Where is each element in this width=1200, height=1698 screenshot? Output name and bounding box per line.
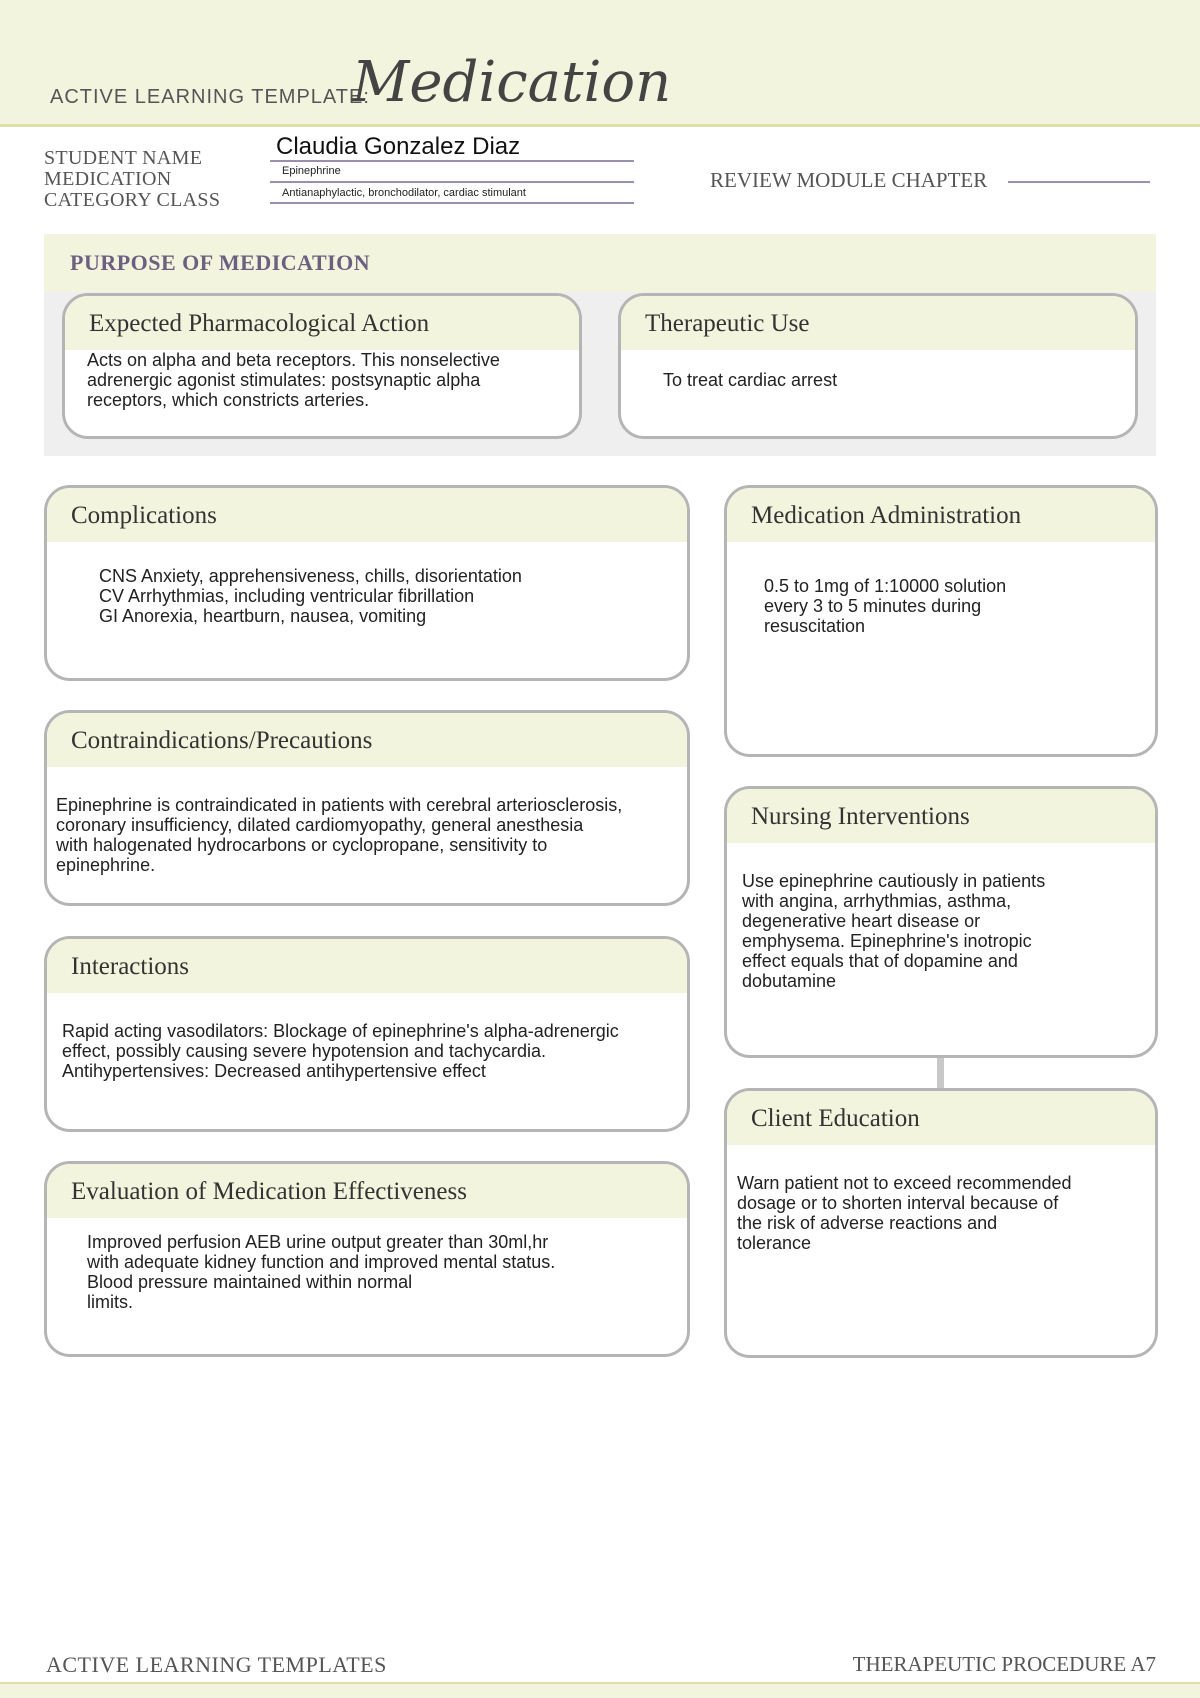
nursing-interventions-text[interactable]: Use epinephrine cautiously in patients with angina, arrhythmias, asthma, degenerative heart disease or emphysema. Epinephrine's inotropic effect equals that of dopamine and dobutamine [742, 871, 1046, 991]
contraindications-text[interactable]: Epinephrine is contraindicated in patients with cerebral arteriosclerosis, coronary insufficiency, dilated cardiomyopathy, general anesthesia with halogenated hydrocarbons or cyclopropane, sensitivity to epinephrine. [56, 795, 623, 875]
evaluation-title: Evaluation of Medication Effectiveness [47, 1164, 687, 1218]
expected-action-title: Expected Pharmacological Action [65, 296, 579, 350]
purpose-title: PURPOSE OF MEDICATION [70, 250, 371, 275]
administration-box [724, 485, 1158, 757]
template-prefix: ACTIVE LEARNING TEMPLATE: [50, 86, 370, 108]
category-class-label: CATEGORY CLASS [44, 189, 221, 211]
expected-action-text[interactable]: Acts on alpha and beta receptors. This nonselective adrenergic agonist stimulates: postsynaptic alpha receptors, which constricts arteries. [87, 350, 500, 410]
complications-box [44, 485, 690, 681]
nursing-interventions-title: Nursing Interventions [727, 789, 1155, 843]
interactions-box [44, 936, 690, 1132]
evaluation-text[interactable]: Improved perfusion AEB urine output greater than 30ml,hr with adequate kidney function and improved mental status. Blood pressure maintained within normal limits. [87, 1232, 556, 1312]
therapeutic-use-text[interactable]: To treat cardiac arrest [663, 370, 838, 390]
interactions-title: Interactions [47, 939, 687, 993]
medication-underline [270, 181, 634, 183]
medication-value[interactable]: Epinephrine [282, 165, 341, 177]
client-education-title: Client Education [727, 1091, 1155, 1145]
client-education-box [724, 1088, 1158, 1358]
student-name-underline [270, 160, 634, 162]
box-connector [937, 1058, 944, 1088]
client-education-text[interactable]: Warn patient not to exceed recommended dosage or to shorten interval because of the risk of adverse reactions and tolerance [737, 1173, 1072, 1253]
template-title: Medication [352, 50, 672, 115]
review-module-chapter-label: REVIEW MODULE CHAPTER [710, 168, 988, 192]
review-module-chapter-field[interactable] [1008, 181, 1150, 183]
student-name-value[interactable]: Claudia Gonzalez Diaz [276, 133, 521, 160]
category-class-underline [270, 202, 634, 204]
complications-title: Complications [47, 488, 687, 542]
contraindications-box [44, 710, 690, 906]
medication-label: MEDICATION [44, 168, 172, 190]
student-name-label: STUDENT NAME [44, 147, 203, 169]
complications-text[interactable]: CNS Anxiety, apprehensiveness, chills, disorientation CV Arrhythmias, including ventricular fibrillation GI Anorexia, heartburn, nausea, vomiting [99, 566, 522, 626]
footer-left-text: ACTIVE LEARNING TEMPLATES [46, 1652, 387, 1677]
therapeutic-use-box [618, 293, 1138, 439]
contraindications-title: Contraindications/Precautions [47, 713, 687, 767]
administration-title: Medication Administration [727, 488, 1155, 542]
therapeutic-use-title: Therapeutic Use [621, 296, 1135, 350]
nursing-interventions-box [724, 786, 1158, 1058]
evaluation-box [44, 1161, 690, 1357]
administration-text[interactable]: 0.5 to 1mg of 1:10000 solution every 3 to 5 minutes during resuscitation [764, 576, 1007, 636]
footer-right-text: THERAPEUTIC PROCEDURE A7 [852, 1652, 1156, 1676]
expected-action-box [62, 293, 582, 439]
category-class-value[interactable]: Antianaphylactic, bronchodilator, cardiac stimulant [282, 187, 526, 199]
interactions-text[interactable]: Rapid acting vasodilators: Blockage of epinephrine's alpha-adrenergic effect, possibly causing severe hypotension and tachycardia. Antihypertensives: Decreased antihypertensive effect [62, 1021, 619, 1081]
